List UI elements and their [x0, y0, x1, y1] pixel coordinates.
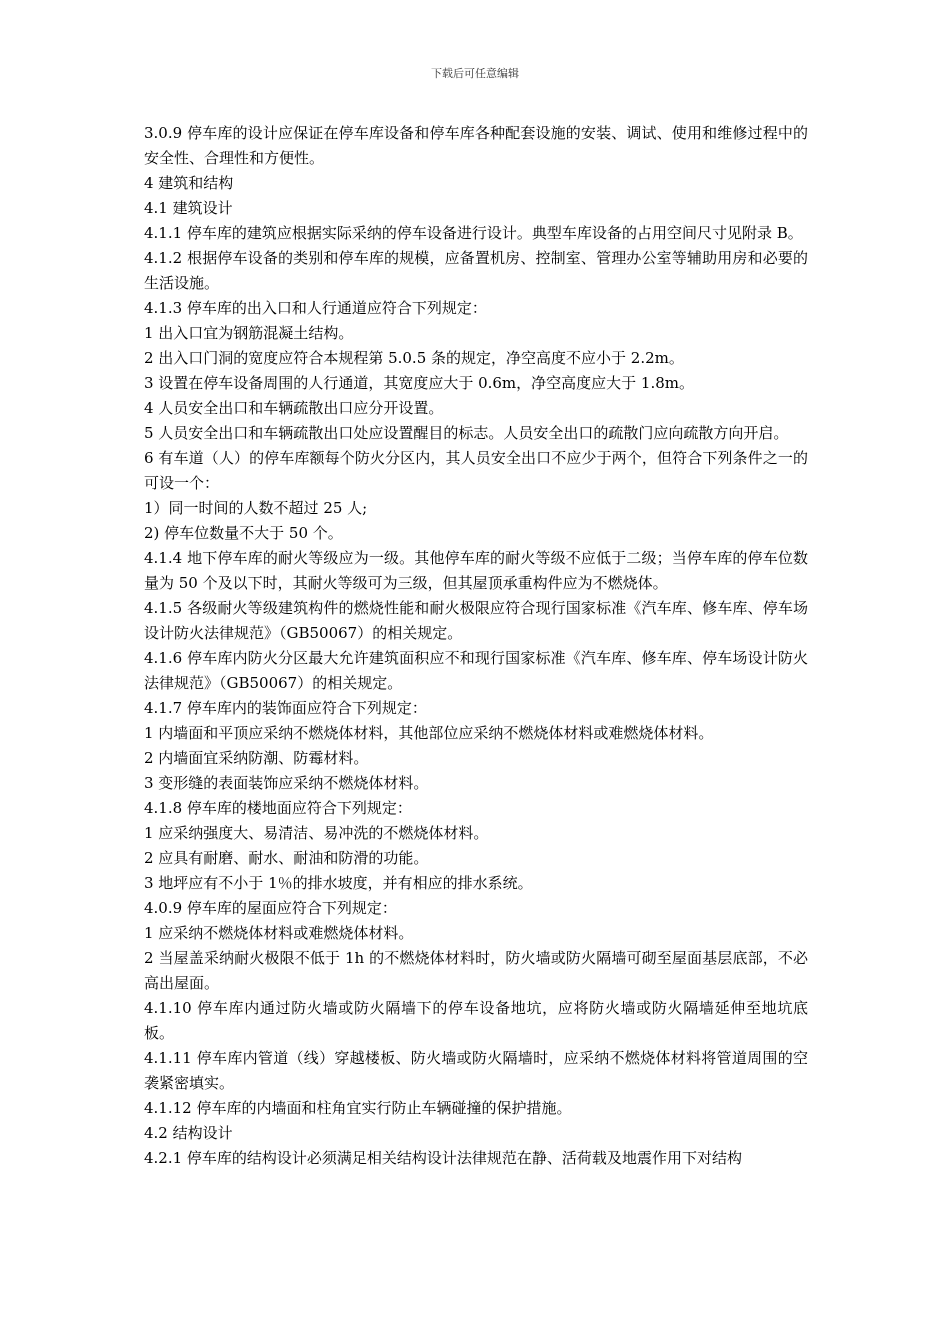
page-header: 下载后可任意编辑	[431, 67, 519, 80]
list-item: 2 当屋盖采纳耐火极限不低于 1h 的不燃烧体材料时，防火墙或防火隔墙可砌至屋面基层底部，不必高出屋面。	[144, 949, 808, 992]
paragraph-4-1-6: 4.1.6 停车库内防火分区最大允许建筑面积应不和现行国家标准《汽车库、修车库、停车场设计防火法律规范》（GB50067）的相关规定。	[144, 649, 808, 692]
paragraph-4-1-7: 4.1.7 停车库内的装饰面应符合下列规定：	[144, 699, 427, 717]
paragraph-4-1-5: 4.1.5 各级耐火等级建筑构件的燃烧性能和耐火极限应符合现行国家标准《汽车库、修车库、停车场设计防火法律规范》（GB50067）的相关规定。	[144, 599, 808, 642]
paragraph-4-1-10: 4.1.10 停车库内通过防火墙或防火隔墙下的停车设备地坑，应将防火墙或防火隔墙延伸至地坑底板。	[144, 999, 808, 1042]
paragraph-4-0-9: 4.0.9 停车库的屋面应符合下列规定：	[144, 899, 397, 917]
list-item: 3 设置在停车设备周围的人行通道，其宽度应大于 0.6m，净空高度应大于 1.8m。	[144, 374, 695, 392]
list-item: 5 人员安全出口和车辆疏散出口处应设置醒目的标志。人员安全出口的疏散门应向疏散方向开启。	[144, 424, 789, 442]
heading-section-4-2: 4.2 结构设计	[144, 1124, 233, 1142]
paragraph-4-1-4: 4.1.4 地下停车库的耐火等级应为一级。其他停车库的耐火等级不应低于二级；当停车库的停车位数量为 50 个及以下时，其耐火等级可为三级，但其屋顶承重构件应为不燃烧体。	[144, 549, 808, 592]
paragraph-4-1-12: 4.1.12 停车库的内墙面和柱角宜实行防止车辆碰撞的保护措施。	[144, 1099, 572, 1117]
heading-section-4-1: 4.1 建筑设计	[144, 199, 233, 217]
list-item: 6 有车道（人）的停车库额每个防火分区内，其人员安全出口不应少于两个，但符合下列条件之一的可设一个：	[144, 449, 808, 492]
list-item: 2 内墙面宜采纳防潮、防霉材料。	[144, 749, 369, 767]
paragraph-4-1-2: 4.1.2 根据停车设备的类别和停车库的规模，应备置机房、控制室、管理办公室等辅助用房和必要的生活设施。	[144, 249, 808, 292]
document-body	[144, 121, 808, 1171]
paragraph-4-1-1: 4.1.1 停车库的建筑应根据实际采纳的停车设备进行设计。典型车库设备的占用空间尺寸见附录 B。	[144, 224, 803, 242]
list-item: 1 应采纳不燃烧体材料或难燃烧体材料。	[144, 924, 414, 942]
paragraph-4-1-11: 4.1.11 停车库内管道（线）穿越楼板、防火墙或防火隔墙时，应采纳不燃烧体材料将管道周围的空袭紧密填实。	[144, 1049, 808, 1092]
sub-list-item: 2) 停车位数量不大于 50 个。	[144, 524, 343, 542]
list-item: 2 应具有耐磨、耐水、耐油和防滑的功能。	[144, 849, 429, 867]
paragraph-4-2-1: 4.2.1 停车库的结构设计必须满足相关结构设计法律规范在静、活荷载及地震作用下对结构	[144, 1149, 742, 1167]
sub-list-item: 1）同一时间的人数不超过 25 人;	[144, 499, 368, 517]
list-item: 3 变形缝的表面装饰应采纳不燃烧体材料。	[144, 774, 429, 792]
paragraph-3-0-9: 3.0.9 停车库的设计应保证在停车库设备和停车库各种配套设施的安装、调试、使用和维修过程中的安全性、合理性和方便性。	[144, 124, 808, 167]
list-item: 1 内墙面和平顶应采纳不燃烧体材料，其他部位应采纳不燃烧体材料或难燃烧体材料。	[144, 724, 714, 742]
list-item: 2 出入口门洞的宽度应符合本规程第 5.0.5 条的规定，净空高度不应小于 2.2m。	[144, 349, 684, 367]
paragraph-4-1-3: 4.1.3 停车库的出入口和人行通道应符合下列规定：	[144, 299, 487, 317]
list-item: 4 人员安全出口和车辆疏散出口应分开设置。	[144, 399, 444, 417]
list-item: 1 出入口宜为钢筋混凝土结构。	[144, 324, 354, 342]
heading-chapter-4: 4 建筑和结构	[144, 174, 234, 192]
list-item: 3 地坪应有不小于 1％的排水坡度，并有相应的排水系统。	[144, 874, 533, 892]
list-item: 1 应采纳强度大、易清洁、易冲洗的不燃烧体材料。	[144, 824, 489, 842]
paragraph-4-1-8: 4.1.8 停车库的楼地面应符合下列规定：	[144, 799, 412, 817]
